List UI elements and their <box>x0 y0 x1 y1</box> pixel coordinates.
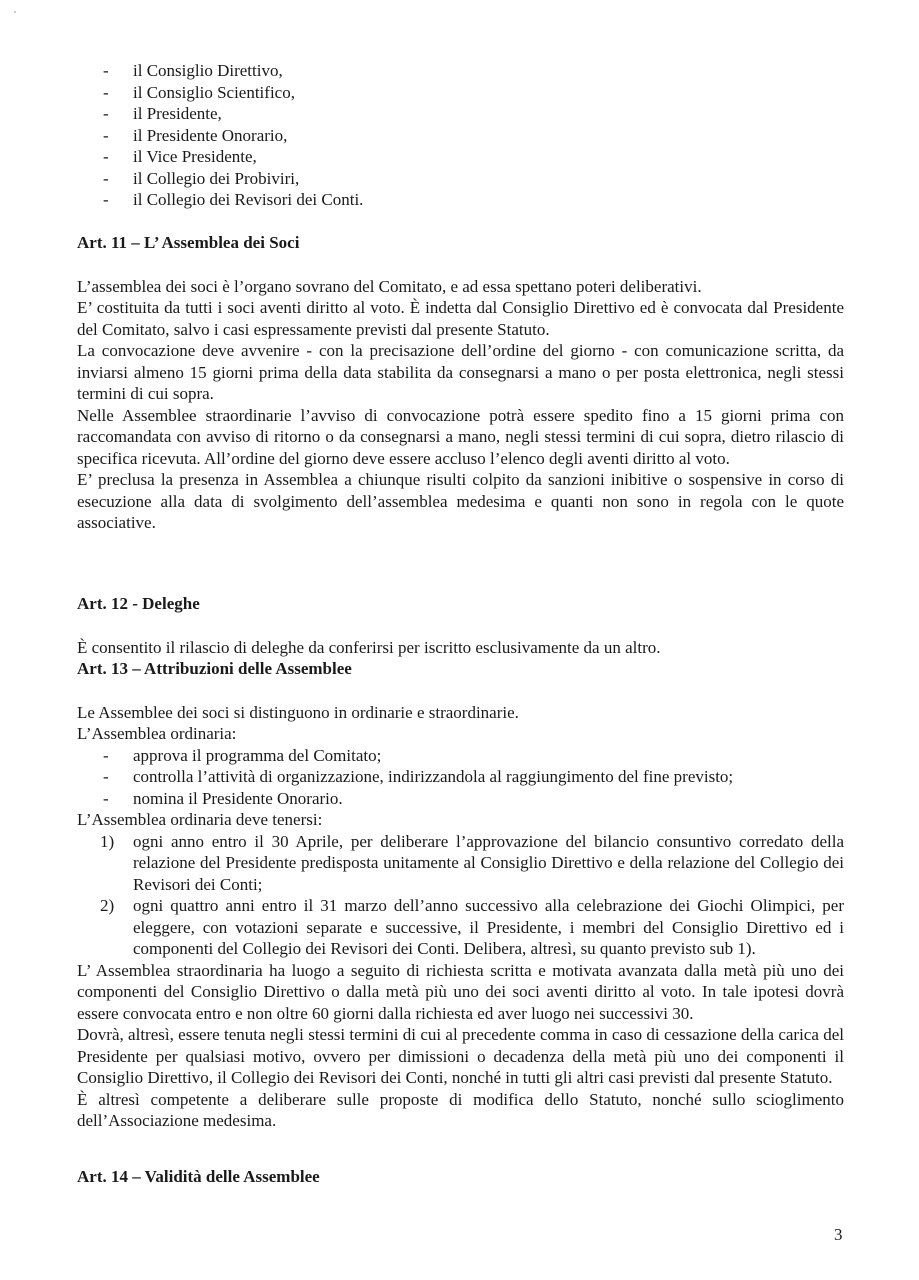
art14-section <box>77 1166 844 1188</box>
list-item: - il Collegio dei Probiviri, <box>77 168 844 190</box>
art13-paragraph: L’ Assemblea straordinaria ha luogo a seguito di richiesta scritta e motivata avanzata dalla metà più uno dei componenti del Consiglio Direttivo o dalla metà più uno dei soci aventi diritto al voto. In tale ipotesi dovrà essere convocata entro e non oltre 60 giorni dalla richiesta ed aver luogo nei successivi 30. <box>77 960 844 1023</box>
list-item: - nomina il Presidente Onorario. <box>77 788 844 810</box>
art12-heading: Art. 12 - Deleghe <box>77 594 200 613</box>
art11-paragraph: E’ costituita da tutti i soci aventi diritto al voto. È indetta dal Consiglio Direttivo ed è convocata dal Presidente del Comitato, salvo i casi espressamente previsti dal presente Statuto. <box>77 298 844 339</box>
art11-section <box>77 232 844 534</box>
organs-list-block <box>77 60 844 211</box>
item-text: ogni quattro anni entro il 31 marzo dell’anno successivo alla celebrazione dei Giochi Olimpici, per eleggere, con votazioni separate e successive, il Presidente, i membri del Consiglio Direttivo ed i componenti del Collegio dei Revisori dei Conti. Delibera, altresì, su quanto previsto sub 1). <box>133 896 844 958</box>
numbered-item <box>77 831 844 896</box>
ordinaria-list <box>77 745 844 810</box>
art13-paragraph: Dovrà, altresì, essere tenuta negli stessi termini di cui al precedente comma in caso di cessazione della carica del Presidente per qualsiasi motivo, ovvero per dimissioni o decadenza della metà più uno dei componenti il Consiglio Direttivo, il Collegio dei Revisori dei Conti, nonché in tutti gli altri casi previsti dal presente Statuto. <box>77 1025 844 1087</box>
item-number: 1) <box>100 831 115 851</box>
art13-paragraph: È altresì competente a deliberare sulle proposte di modifica dello Statuto, nonché sullo scioglimento dell’Associazione medesima. <box>77 1089 844 1130</box>
list-item: - il Presidente Onorario, <box>77 125 844 147</box>
art13-ordinaria-label: L’Assemblea ordinaria: <box>77 724 237 743</box>
list-item: - approva il programma del Comitato; <box>77 745 844 767</box>
tenersi-numbered-list <box>77 831 844 960</box>
list-item: - controlla l’attività di organizzazione, indirizzandola al raggiungimento del fine previsto; <box>77 766 844 788</box>
art11-paragraph: L’assemblea dei soci è l’organo sovrano del Comitato, e ad essa spettano poteri deliberativi. <box>77 276 702 296</box>
art11-paragraph: E’ preclusa la presenza in Assemblea a chiunque risulti colpito da sanzioni inibitive o sospensive in corso di esecuzione alla data di svolgimento dell’assemblea medesima e quanti non sono in regola con le quote associative. <box>77 470 844 532</box>
item-number: 2) <box>100 896 115 915</box>
art11-paragraph: Nelle Assemblee straordinarie l’avviso di convocazione potrà essere spedito fino a 15 giorni prima con raccomandata con avviso di ritorno o da consegnarsi a mano, negli stessi termini di cui sopra, dietro rilascio di specifica ricevuta. All’ordine del giorno deve essere accluso l’elenco degli aventi diritto al voto. <box>77 405 844 468</box>
list-item: - il Consiglio Scientifico, <box>77 82 844 104</box>
art14-heading: Art. 14 – Validità delle Assemblee <box>77 1167 320 1186</box>
organs-list <box>77 60 844 211</box>
page-number: 3 <box>834 1225 843 1244</box>
art11-paragraph: La convocazione deve avvenire - con la precisazione dell’ordine del giorno - con comunicazione scritta, da inviarsi almeno 15 giorni prima della data stabilita da consegnarsi a mano o per posta elettronica, negli stessi termini di cui sopra. <box>77 341 844 403</box>
art13-tenersi-label: L’Assemblea ordinaria deve tenersi: <box>77 810 323 829</box>
art12-section <box>77 593 844 1132</box>
art13-heading: Art. 13 – Attribuzioni delle Assemblee <box>77 659 352 678</box>
art12-paragraph: È consentito il rilascio di deleghe da conferirsi per iscritto esclusivamente da un altro. <box>77 637 661 657</box>
list-item: - il Collegio dei Revisori dei Conti. <box>77 189 844 211</box>
list-item: - il Consiglio Direttivo, <box>77 60 844 82</box>
list-item: - il Vice Presidente, <box>77 146 844 168</box>
numbered-item <box>77 895 844 960</box>
list-item: - il Presidente, <box>77 103 844 125</box>
art11-heading: Art. 11 – L’ Assemblea dei Soci <box>77 233 300 252</box>
art13-intro: Le Assemblee dei soci si distinguono in ordinarie e straordinarie. <box>77 702 519 722</box>
item-text: ogni anno entro il 30 Aprile, per deliberare l’approvazione del bilancio consuntivo corredato della relazione del Presidente predisposta unitamente al Consiglio Direttivo e della relazione del Collegio dei Revisori dei Conti; <box>133 831 844 894</box>
scan-speck <box>14 11 16 13</box>
